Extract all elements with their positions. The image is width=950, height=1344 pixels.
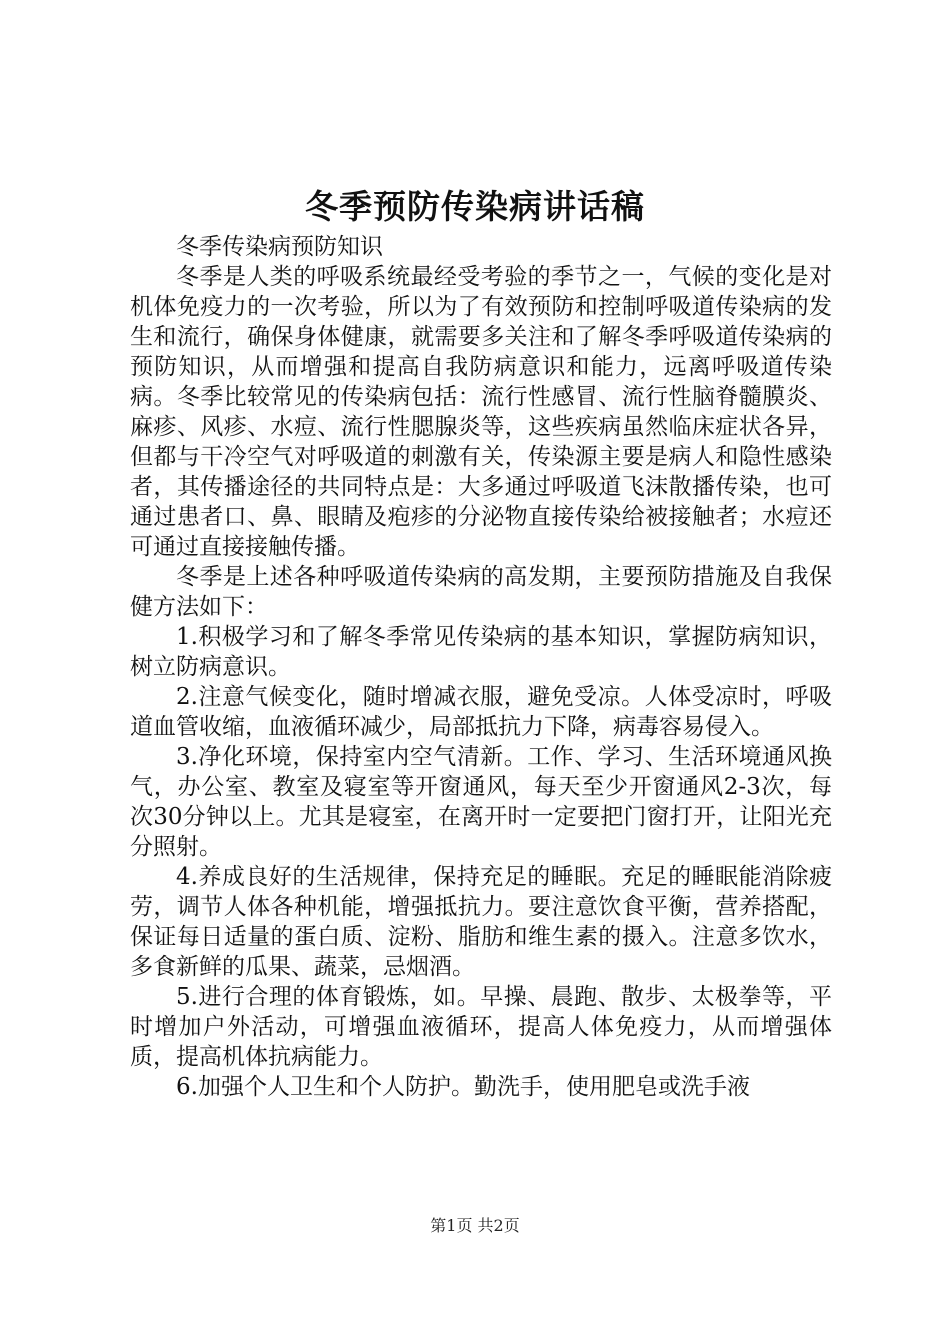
paragraph-intro: 冬季是人类的呼吸系统最经受考验的季节之一，气候的变化是对机体免疫力的一次考验，所以为了有效预防和控制呼吸道传染病的发生和流行，确保身体健康，就需要多关注和了解冬季呼吸道传染病的预防知识，从而增强和提高自我防病意识和能力，远离呼吸道传染病。冬季比较常见的传染病包括：流行性感冒、流行性脑脊髓膜炎、麻疹、风疹、水痘、流行性腮腺炎等，这些疾病虽然临床症状各异，但都与干冷空气对呼吸道的刺激有关，传染源主要是病人和隐性感染者，其传播途径的共同特点是：大多通过呼吸道飞沫散播传染，也可通过患者口、鼻、眼睛及疱疹的分泌物直接传染给被接触者；水痘还可通过直接接触传播。 (130, 264, 832, 560)
paragraph-item-3: 3.净化环境，保持室内空气清新。工作、学习、生活环境通风换气，办公室、教室及寝室等开窗通风，每天至少开窗通风2-3次，每次30分钟以上。尤其是寝室，在离开时一定要把门窗打开，让阳光充分照射。 (130, 744, 832, 860)
paragraph-item-6: 6.加强个人卫生和个人防护。勤洗手，使用肥皂或洗手液 (176, 1074, 750, 1100)
document-body (130, 232, 832, 1102)
page-footer: 第1页 共2页 (430, 1216, 520, 1235)
paragraph-item-4: 4.养成良好的生活规律，保持充足的睡眠。充足的睡眠能消除疲劳，调节人体各种机能，增强抵抗力。要注意饮食平衡，营养搭配，保证每日适量的蛋白质、淀粉、脂肪和维生素的摄入。注意多饮水，多食新鲜的瓜果、蔬菜，忌烟酒。 (130, 864, 832, 980)
paragraph-item-2: 2.注意气候变化，随时增减衣服，避免受凉。人体受凉时，呼吸道血管收缩，血液循环减少，局部抵抗力下降，病毒容易侵入。 (130, 684, 832, 740)
paragraph-item-1: 1.积极学习和了解冬季常见传染病的基本知识，掌握防病知识，树立防病意识。 (130, 624, 832, 680)
document-title: 冬季预防传染病讲话稿 (305, 187, 645, 226)
paragraph-item-5: 5.进行合理的体育锻炼，如。早操、晨跑、散步、太极拳等，平时增加户外活动，可增强血液循环，提高人体免疫力，从而增强体质，提高机体抗病能力。 (130, 984, 832, 1070)
paragraph-subtitle: 冬季传染病预防知识 (176, 234, 383, 260)
paragraph-measures-intro: 冬季是上述各种呼吸道传染病的高发期，主要预防措施及自我保健方法如下： (130, 564, 832, 620)
